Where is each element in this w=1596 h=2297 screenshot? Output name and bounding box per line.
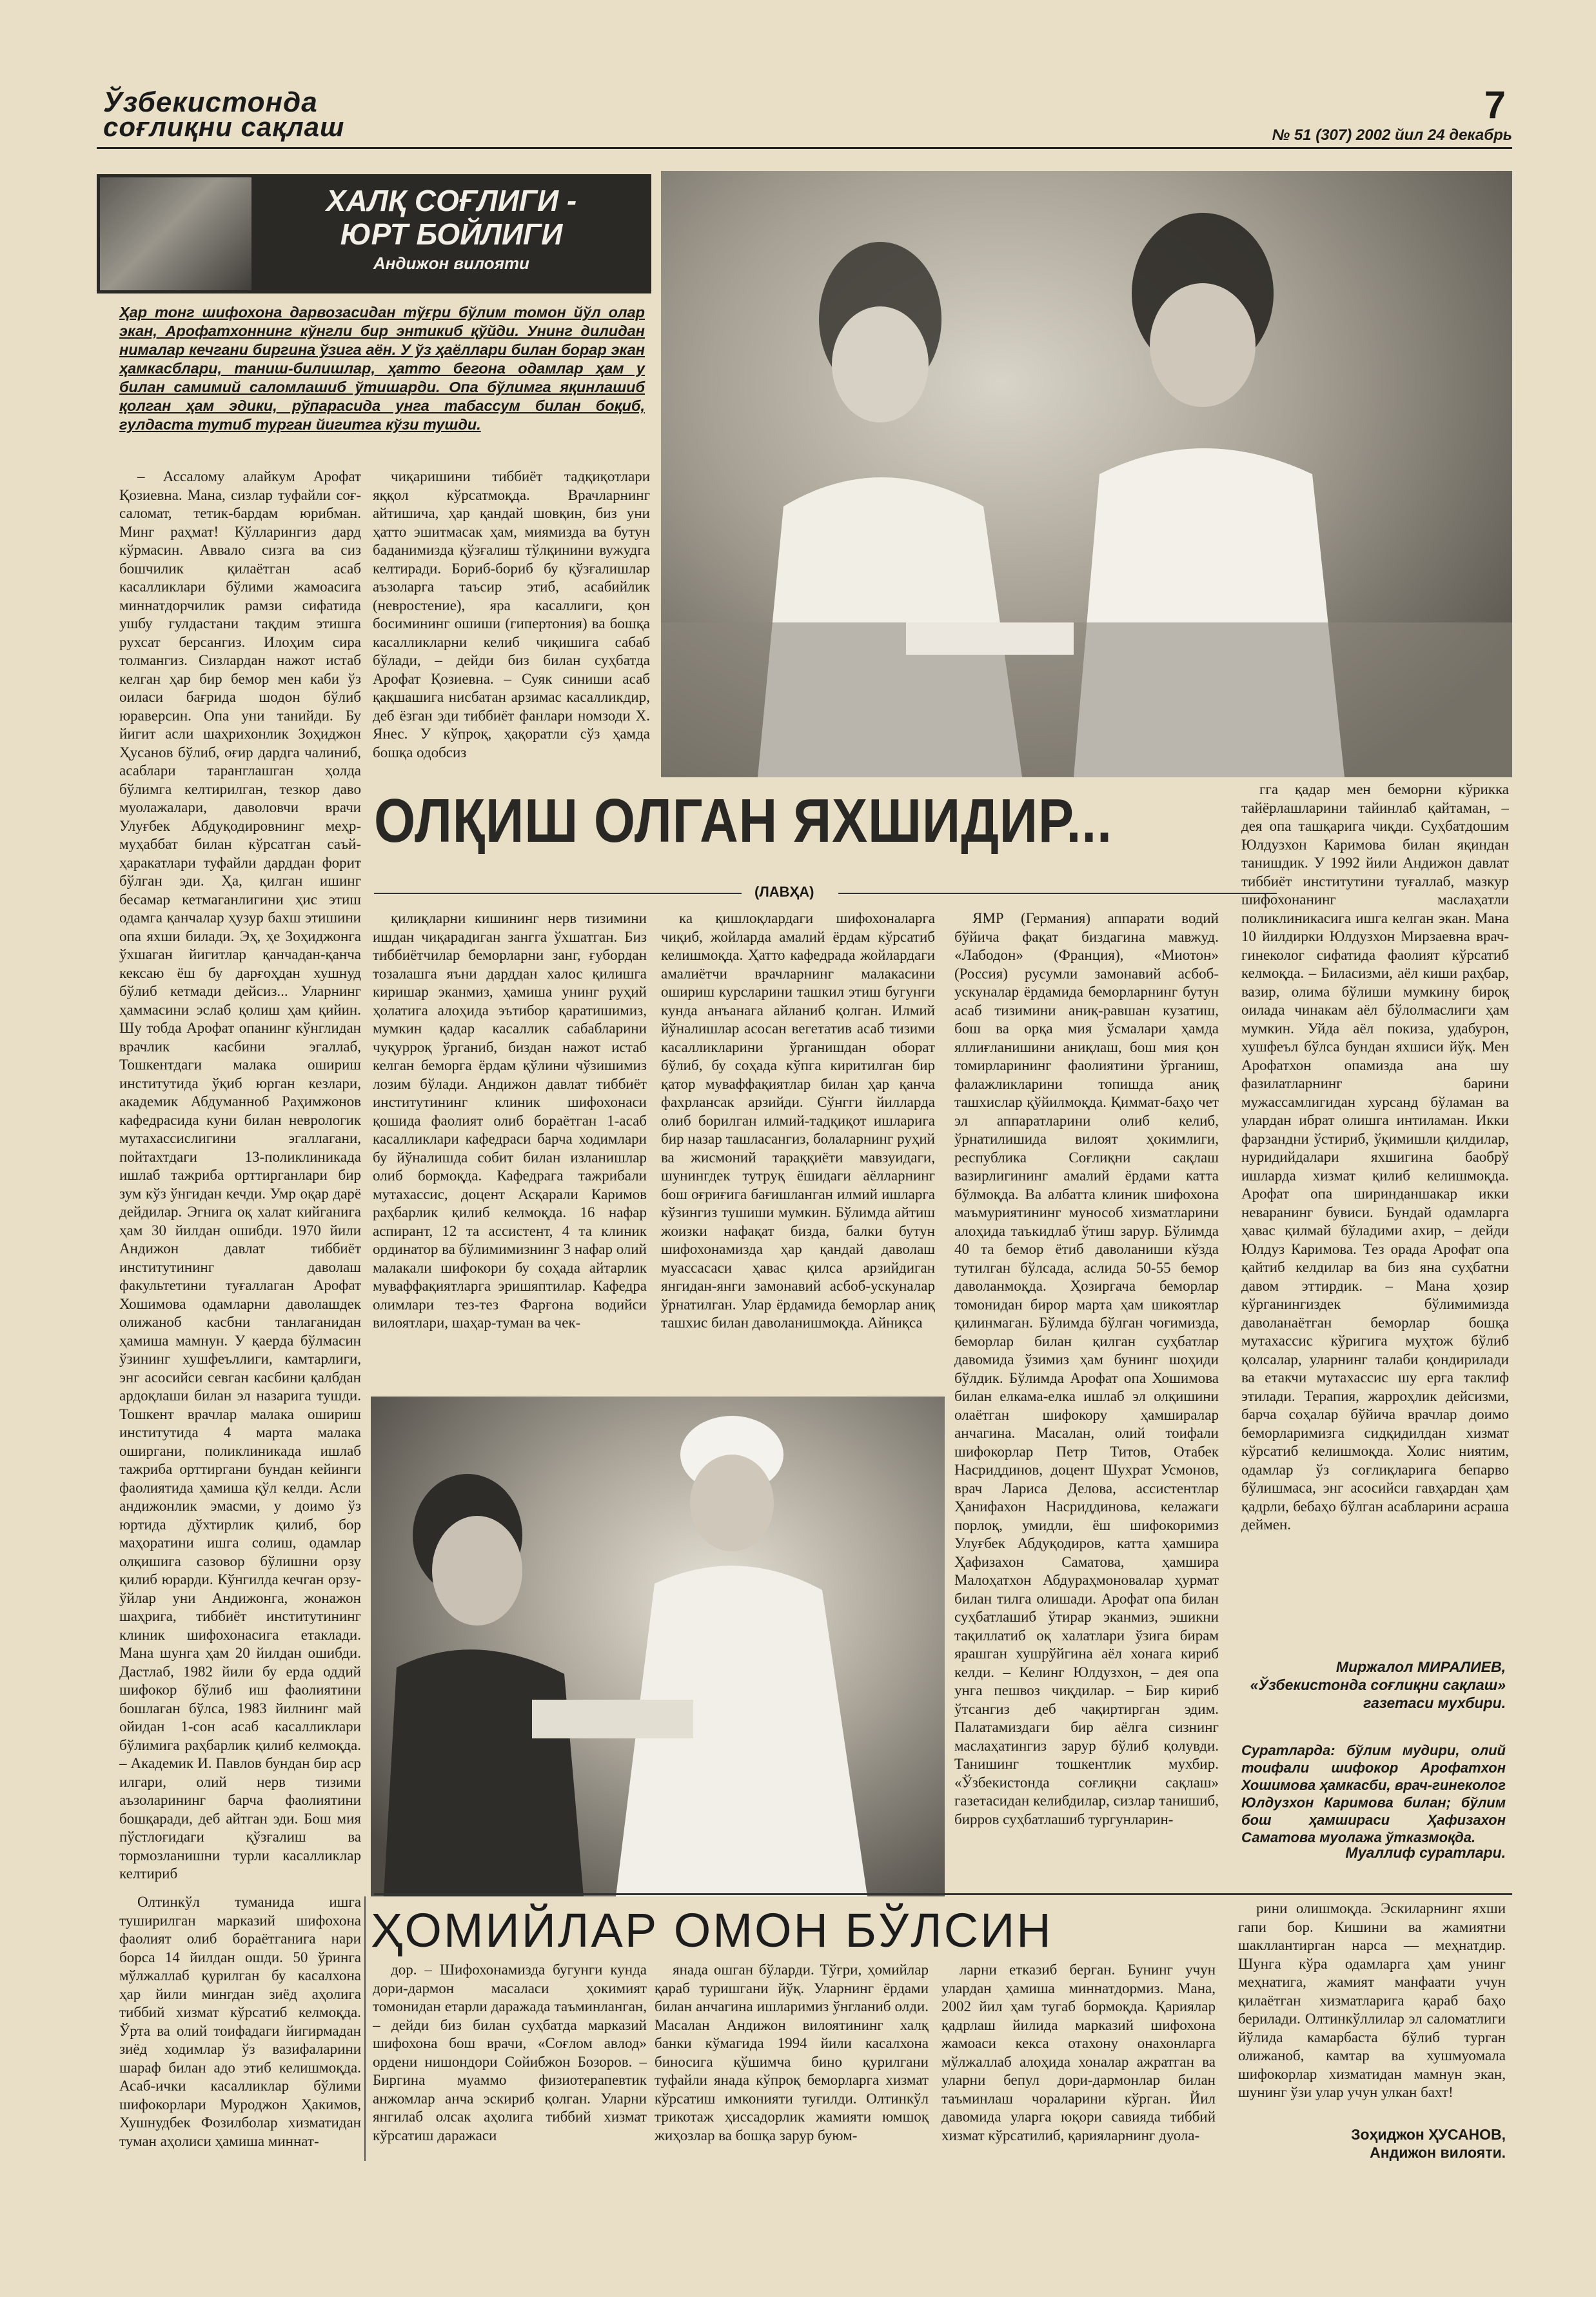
article2-author-region: Андижон вилояти. <box>1370 2144 1506 2161</box>
photo-credit: Муаллиф суратлари. <box>1345 1844 1506 1861</box>
article2-col2-text: дор. – Шифохонамизда бугунги кунда дори-дармон масаласи ҳокимият томонидан етарли даражада таъминланган, – дейди биз билан суҳбатда марказий шифохона бош врачи, «Соғлом авлод» ордени нишондори Сойибжон Бозоров. – Биргина муаммо физиотерапевтик анжомлар анча эскириб қолган. Уларни янгилаб олсак аҳолига тиббий хизмат кўрсатиш даражаси <box>373 1962 647 2143</box>
article1-col6-text: гга қадар мен беморни кўрикка тайёрлашларини тайинлаб қайтаман, – дея опа ташқарига чиқди. Суҳбатдошим Юлдузхон Каримова билан яқиндан танишдик. У 1992 йили Андижон давлат тиббиёт институтини туғаллаб, мазкур шифохонанинг маслаҳатли поликлиникасига ишга келган экан. Мана 10 йилдирки Юлдузхон Мирзаевна врач-гинеколог сифатида фаолият кўрсатиб келмоқда. – Биласизми, аёл киши раҳбар, вазир, олима бўлиши мумкину бироқ оилада чинакам аёл бўлолмаслиги ҳам мумкин. Уйда аёл покиза, удабурон, хушфеъл бўлса бундан яхшиси йўқ. Мен Арофатхон опамизда ана шу фазилатларнинг барини мужассамлигидан хурсанд бўламан ва улардан ибрат олишга интиламан. Икки фарзандни ўстириб, ўқимишли қилдилар, нуридийдалари яхшигина баобрў ишларда хизмат қилиб келишмоқда. Арофат опа ширинданшакар икки неваранинг бувиси. Бундай одамларга ҳавас қилмай бўладими ахир, – дейди Юлдуз Каримова. Тез орада Арофат опа қайтиб келдилар ва биз яна суҳбатни давом эттирдик. – Мана ҳозир кўрганингиздек бўлимимизда даволанаётган беморлар бошқа мутахассис кўригига муҳтож бўлиб қолсалар, уларнинг талаби қондирилади ва етакчи мутахассис шу ерга таклиф этилади. Терапия, жарроҳлик дейсизми, барча соҳалар бўйича врачлар доимо беморларимизга сидқидилдан хизмат кўрсатиб келишмоқда. Холис ниятим, одамлар ўз соғлиқларига бепарво бўлишмаса, энг асосийси гавҳардан ҳам қадрли, бебаҳо бўлган асабларини асраша деймен. <box>1241 781 1509 1533</box>
masthead-rule <box>97 147 1512 149</box>
photo-caption: Суратларда: бўлим мудири, олий тоифали шифокор Арофатхон Хошимова ҳамкасби, врач-гинеколог Юлдузхон Каримова билан; бўлим бош ҳамшираси Ҳафизахон Саматова муолажа ўтказмоқда. <box>1241 1742 1506 1845</box>
article2-col4-text: ларни етказиб берган. Бунинг учун улардан ҳамиша миннатдормиз. Мана, 2002 йил ҳам тугаб бормоқда. Қариялар қадрлаш йилида марказий шифохона жамоаси кекса отахону онахонларга мўлжаллаб алоҳида хоналар ажратган ва уларни бепул дори-дармонлар билан таъминлаш чораларини кўрган. Йил давомида уларга юқори савияда тиббий хизмат кўрсатилиб, қарияларнинг дуола- <box>941 1962 1216 2143</box>
article2-col1-text: Олтинкўл туманида ишга туширилган марказий шифохона фаолият олиб бораётганига нари борса 14 йилдан ошди. 50 ўринга мўлжаллаб қурилган бу касалхона ҳар йили мингдан зиёд аҳолига тиббий хизмат кўрсатиб келмоқда. Ўрта ва олий тоифадаги йигирмадан зиёд ходимлар ўз вазифаларини шараф билан адо этиб келишмоқда. Асаб-ички касалликлар бўлими шифокорлари Муроджон Ҳакимов, Хушнудбек Фозилболар хизматидан туман аҳолиси ҳамиша миннат- <box>119 1894 361 2149</box>
photo-nurse-patient-drawing <box>371 1397 945 1896</box>
masthead-title <box>103 86 345 142</box>
article1-column-6 <box>1241 781 1509 1651</box>
article2-author-name: Зоҳиджон ҲУСАНОВ, <box>1351 2126 1506 2143</box>
rubric-photo <box>100 177 251 290</box>
article1-author <box>1241 1658 1506 1712</box>
tag-line <box>374 885 1277 900</box>
article2-col3-text: янада ошган бўларди. Тўғри, ҳомийлар қараб туришгани йўқ. Уларнинг ёрдами билан анчагина ишларимиз ўнгланиб олди. Масалан Андижон вилоятининг халқ банки кўмагида 1994 йили касалхона биносига қўшимча бино қурилгани туфайли янада кўпроқ беморларга хизмат кўрсатиш имконияти туғилди. Олтинкўл трикотаж ҳиссадорлик жамияти юмшоқ жиҳозлар ва бошқа зарур буюм- <box>655 1962 929 2143</box>
photo-nurse-patient <box>371 1397 945 1896</box>
article1-column-3 <box>373 910 647 1390</box>
photo-two-doctors <box>661 171 1512 777</box>
article1-column-2 <box>373 468 650 771</box>
article2-author <box>1238 2125 1506 2162</box>
article1-col4-text: ка қишлоқлардаги шифохоналарга чиқиб, жойларда амалий ёрдам кўрсатиб келишмоқда. Ҳатто кафедрада жойлардаги амалиётчи врачларнинг малакасини ошириш курсларини ташкил этиш бугунги кунда анъанага айланиб қолган. Илмий йўналишлар асосан вегетатив асаб тизими касалликларини ўрганишдан оборат бўлиб, бу соҳада кўпга киритилган бир қатор муваффақиятлар билан ҳар қанча фахрлансак арзийди. Сўнгги йилларда олиб борилган илмий-тадқиқот ишларига бир назар ташласангиз, болаларнинг руҳий ва жисмоний тараққиёти мавзуидаги, шунингдек тутруқ ёшидаги аёлларнинг бош оғриғига бағишланган илмий ишларга кўзингиз тушиши мумкин. Бўлимда айтиш жоизки нафақат бизда, балки бутун шифохонамизда ҳар қандай даволаш муассасаси ҳавас қилса арзийдиган янгидан-янги замонавий асбоб-ускуналар ўрнатилган. Улар ёрдамида беморлар аниқ ташхис билан даволанишмоқда. Айниқса <box>661 910 935 1331</box>
article1-author-pub: «Ўзбекистонда соғлиқни сақлаш» газетаси мухбири. <box>1250 1676 1506 1711</box>
article1-column-5 <box>954 910 1219 1864</box>
column-divider <box>364 1896 366 2161</box>
article2-column-3 <box>655 1961 929 2164</box>
issue-info: № 51 (307) 2002 йил 24 декабрь <box>1272 126 1512 144</box>
rubric-line1: ХАЛҚ СОҒЛИГИ - <box>326 184 577 217</box>
rubric-title <box>258 184 645 275</box>
rubric-region: Андижон вилояти <box>373 254 529 273</box>
article-tag: (ЛАВҲА) <box>754 884 814 900</box>
article2-column-4 <box>941 1961 1216 2164</box>
masthead-line1: Ўзбекистонда <box>103 86 318 118</box>
article1-column-4 <box>661 910 935 1390</box>
article2-column-1 <box>119 1893 361 2164</box>
rubric-line2: ЮРТ БОЙЛИГИ <box>340 217 563 251</box>
article2-col5-text: рини олишмоқда. Эскиларнинг яхши гапи бор. Кишини ва жамиятни шакллантирган нарса — меҳнатдир. Шунга кўра одамларга ҳам унинг меҳнатига, жамият манфаати учун қилаётган хизматларига қараб баҳо берилади. Олтинкўллилар эл саломатлиги йўлида камарбаста бўлиб турган олижаноб, камтар ва хушмуомала шифокорлар хизматидан мамнун экан, шунинг ўзи улар учун улкан бахт! <box>1238 1900 1506 2100</box>
photo-two-doctors-drawing <box>661 171 1512 777</box>
article1-col5-text: ЯМР (Германия) аппарати водий бўйича фақат биздагина мавжуд. «Лабодон» (Франция), «Миотон» (Россия) русумли замонавий асбоб-ускуналар ёрдамида беморларнинг бутун асаб тизимини аниқ-равшан кузатиш, бош ва орқа мия ўсмалари ҳамда яллиғланишини аниқлаш, бош мия қон томирларининг фаолиятини ўрганиш, фалажликларини топишда аниқ ташхислар қўйилмоқда. Қиммат-баҳо чет эл аппаратларини олиб келиб, ўрнатилишида вилоят ҳокимлиги, республика Соғлиқни сақлаш вазирлигининг амалий ёрдами катта бўлмоқда. Ва албатта клиник шифохона маъмуриятининг мунособ хизматларини алоҳида таъкидлаб ўтиш зарур. Бўлимда 40 та бемор ётиб даволаниши кўзда тутилган бўлсада, аслида 50-55 бемор даволанмоқда. Ҳозиргача беморлар томонидан бирор марта ҳам шикоятлар қилинмаган. Бўлимда бўлган чоғимизда, беморлар билан қилган суҳбатлар давомида ўзимиз ҳам бунинг шоҳиди бўлдик. Бўлимда Арофат опа Хошимова билан елкама-елка ишлаб эл олқишини олаётган шифокору ҳамширалар анчагина. Масалан, олий тоифали шифокорлар Петр Титов, Отабек Насриддинов, доцент Шухрат Усмонов, врач Лариса Делова, ассистентлар Ҳанифахон Насриддинова, келажаги порлоқ, умидли, ёш шифокоримиз Улуғбек Абдуқодиров, катта ҳамшира Ҳафизахон Саматова, ҳамшира Малоҳатхон Абдураҳмоновалар ҳурмат билан тилга олишади. Арофат опа билан суҳбатлашиб ўтирар эканмиз, эшикни тақиллатиб оқ халатлари ўзига бирам ярашган хушрўйгина аёл хонага кириб келди. – Келинг Юлдузхон, – дея опа унга пешвоз чиқдилар. – Бир кириб ўтсангиз деб чақиртирган эдим. Палатамиздаги бир аёлга сизнинг маслаҳатингиз зарур бўлиб қолувди. Танишинг тошкентлик мухбир. «Ўзбекистонда соғлиқни сақлаш» газетасидан келибдилар, сизлар танишиб, бирров суҳбатлашиб тургунларин- <box>954 910 1219 1827</box>
article1-author-name: Миржалол МИРАЛИЕВ, <box>1335 1658 1506 1675</box>
headline-article1: ОЛҚИШ ОЛГАН ЯХШИДИР... <box>374 786 1112 855</box>
page-number: 7 <box>1484 83 1506 126</box>
article1-column-1 <box>119 468 361 1893</box>
article-lead: Ҳар тонг шифохона дарвозасидан тўғри бўлим томон йўл олар экан, Арофатхоннинг кўнгли бир энтикиб қўйди. Унинг дилидан нималар кечгани биргина ўзига аён. У ўз ҳаёллари билан борар экан ҳамкасблари, таниш-билишлар, ҳатто бегона одамлар ҳам у билан самимий саломлашиб ўтишарди. Опа бўлимга яқинлашиб қолган ҳам эдики, рўпарасида унга табассум билан боқиб, гулдаста тутиб турган йигитга кўзи тушди. <box>119 304 645 433</box>
article1-col2-text: чиқаришини тиббиёт тадқиқотлари яққол кўрсатмоқда. Врачларнинг айтишича, ҳар қандай шовқин, биз уни ҳатто эшитмасак ҳам, миямизда ва бутун баданимизда қўзғалиш тўлқинини вужудга келтиради. Бориб-бориб бу қўзғалишлар аъзоларга таъсир этиб, асабийлик (невростение), яра касаллиги, қон босимининг ошиши (гипертония) ва бошқа касалликларни келиб чиқишига сабаб бўлади, – дейди биз билан суҳбатда Арофат Қозиевна. – Суяк синиши асаб қақшашига нисбатан арзимас касалликдир, деб ёзган эди тиббиёт фанлари номзоди Х. Янес. У кўпроқ, ҳақоратли сўз ҳамда бошқа одобсиз <box>373 468 650 761</box>
article1-col3-text: қилиқларни кишининг нерв тизимини ишдан чиқарадиган зангга ўхшатган. Биз тиббиётчилар беморларни занг, ғубордан тозалашга яъни дарддан халос қилишга киришар эканмиз, ҳамиша унинг руҳий ҳолатига алоҳида эътибор қаратишимиз, мумкин қадар касаллик сабабларини чуқурроқ ўрганиб, биздан нажот истаб келган беморга ёрдам қўлини чўзишимиз лозим бўлади. Андижон давлат тиббиёт институтининг клиник шифохонаси қошида фаолият олиб бораётган 1-асаб касалликлари кафедраси барча ходимлари бу йўналишда собит билан изланишлар олиб бормоқда. Кафедрага тажрибали мутахассис, доцент Асқарали Каримов раҳбарлик қилиб келмоқда. 16 нафар аспирант, 12 та ассистент, 4 та клиник ординатор ва бўлимимизнинг 3 нафар олий малакали шифокори бу соҳада айтарлик муваффақиятларга эришяптилар. Кафедра олимлари тез-тез Фарғона водийси вилоятлари, шаҳар-туман ва чек- <box>373 910 647 1331</box>
article2-column-2 <box>373 1961 647 2164</box>
article1-col1-text: – Ассалому алайкум Арофат Қозиевна. Мана, сизлар туфайли соғ-саломат, тетик-бардам юрибман. Минг раҳмат! Кўлларингиз дард кўрмасин. Аввало сизга ва сиз бошчилик қилаётган асаб касалликлари бўлими жамоасига миннатдорчилик рамзи сифатида ушбу гулдастани тақдим этишга рухсат берсангиз. Илоҳим сира толмангиз. Сизлардан нажот истаб келган ҳар бир бемор мен каби ўз оиласи бағрида шодон бўлиб юраверсин. Опа уни танийди. Бу йигит асли шаҳрихонлик Зоҳиджон Ҳусанов бўлиб, оғир дардга чалиниб, асаблари таранглашган ҳолда бўлимга келтирилган, тезкор даво муолажалари, даволовчи врачи Улуғбек Абдуқодировнинг меҳр-муҳаббат билан кўрсатган саъй-ҳаракатлари туфайли дарддан форит бўлган эди. Ҳа, қилган ишинг бесамар кетмаганлигини ҳис этиш одамга қанчалар ҳузур бахш этишини опа яхши билади. Эҳ, ҳе Зоҳиджонга ўхшаган йигитлар қанчадан-қанча кексаю ёш бу дарғоҳдан хушнуд бўлиб кетмади дейсиз... Уларнинг ҳаммасини эслаб қолиш ҳам қийин. Шу тобда Арофат опанинг кўнглидан врачлик касбини эгаллаб, Тошкентдаги малака ошириш институтида ўқиб юрган кезлари, академик Абдуманноб Раҳимжонов кафедрасида куни билан неврологик мутахассислигини эгаллагани, пойтахтдаги 13-поликлиникада ишлаб тажриба орттирганлари бир зум кўз ўнгидан кечди. Умр оқар дарё дейдилар. Эгнига оқ халат кийганига ҳам 30 йилдан ошибди. 1970 йили Андижон давлат тиббиёт институтининг даволаш факультетини туғаллаган Арофат Хошимова одамларни даволашдек олижаноб касбни танлаганидан ҳамиша мамнун. У қаерда бўлмасин ўзининг хушфеъллиги, камтарлиги, энг асосийси севган касбини қалбдан ардоқлаши билан эл назарига тушди. Тошкент врачлар малака ошириш институтида 4 марта малака оширгани, поликлиникада ишлаб тажриба орттиргани бундан кейинги фаолиятида ҳамиша қўл келди. Асли андижонлик эмасми, у доимо ўз юртида дўхтирлик қилиб, бор маҳоратини ишга солиш, одамлар олқишига сазовор бўлишни орзу қилиб юрарди. Кўнгилда кечган орзу-ўйлар уни Андижонга, жонажон шаҳрига, тиббиёт институтининг клиник шифохонасига етаклади. Мана шунга ҳам 20 йилдан ошибди. Дастлаб, 1982 йили бу ерда оддий шифокор бўлиб иш фаолиятини бошлаган бўлса, 1983 йилнинг май ойидан 1-сон асаб касалликлари бўлимига раҳбарлик қилиб келмоқда. – Академик И. Павлов бундан бир аср илгари, олий нерв тизими аъзоларининг барча фаолиятини бошқаради, деб айтган эди. Бош мия пўстлоғидаги қўзғалиш ва тормозланишни турли касалликлар келтириб <box>119 468 361 1882</box>
headline-article2: ҲОМИЙЛАР ОМОН БЎЛСИН <box>371 1904 1053 1957</box>
article2-column-5 <box>1238 1900 1506 2125</box>
article-separator <box>374 1893 1512 1895</box>
masthead-line2: соғлиқни сақлаш <box>103 112 345 142</box>
